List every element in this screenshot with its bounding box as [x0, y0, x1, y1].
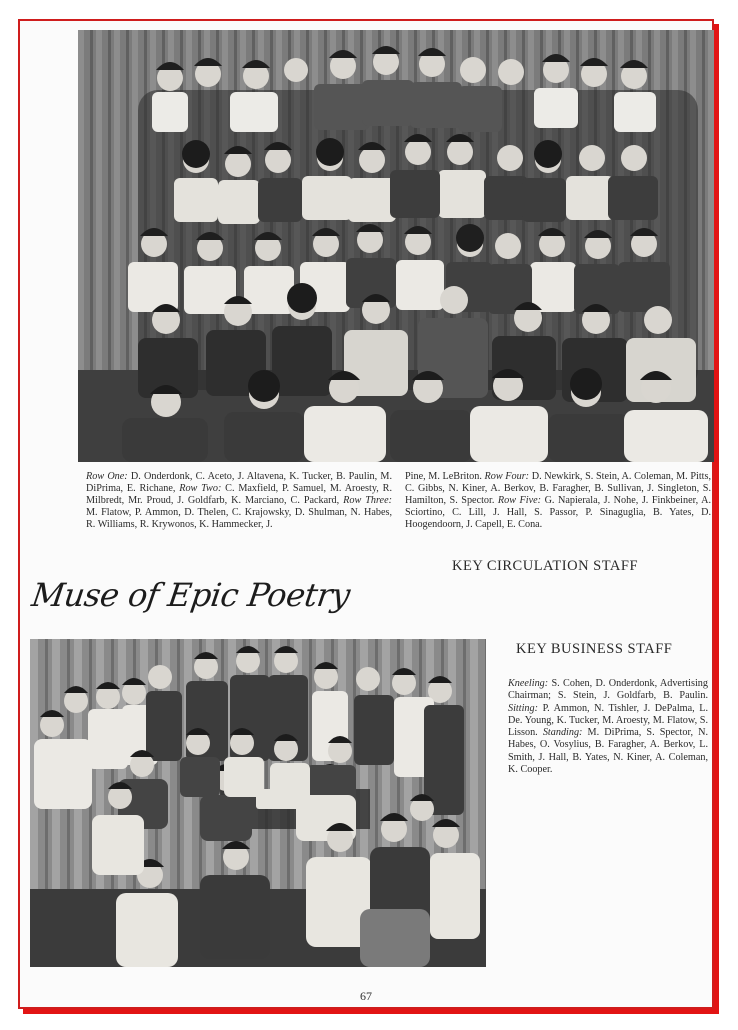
page-number: 67: [360, 989, 372, 1003]
row-two-label: Row Two:: [179, 483, 222, 495]
circulation-heading: KEY CIRCULATION STAFF: [452, 558, 639, 574]
row-one-names: D. Onderdonk, C. Aceto, J. Altavena, K. Tucker, B. Paulin, M. DiPrima, E. Richane,: [86, 471, 392, 495]
business-photo-graphic: [30, 639, 486, 967]
row-one-label: Row One:: [86, 471, 128, 482]
row-five-names: G. Napierala, J. Nohe, J. Finkbeiner, A. Sciortino, C. Lill, J. Hall, S. Passor, P. Sinaguglia, B. Yates, D. Hoogendoorn, J. Capell, E. Cona.: [405, 495, 711, 531]
row-three-names: M. Flatow, P. Ammon, D. Thelen, C. Krajowsky, D. Shulman, N. Habes, R. Williams, R. Krywonos, K. Hammecker, J.: [86, 507, 392, 531]
circulation-photo-graphic: [78, 30, 714, 462]
business-staff-photo: [30, 639, 486, 967]
yearbook-page: [18, 19, 714, 1009]
row-five-label: Row Five:: [497, 495, 542, 507]
business-heading: KEY BUSINESS STAFF: [516, 641, 673, 657]
row-four-names: D. Newkirk, S. Stein, A. Coleman, M. Pitts, C. Gibbs, N. Kiner, A. Berkov, B. Faragher, B. Sullivan, J. Singleton, S. Hamilton, S. Spector.: [405, 471, 711, 507]
sitting-names: P. Ammon, N. Tishler, J. DePalma, L. De. Young, K. Tucker, M. Aroesty, M. Flatow, S. Lisson.: [508, 702, 708, 739]
row-four-label: Row Four:: [484, 471, 530, 482]
business-caption: [508, 678, 708, 776]
row-three-label: Row Three:: [343, 495, 392, 507]
circulation-caption-right: [405, 471, 711, 531]
row-three-names-cont: Pine, M. LeBriton.: [405, 471, 485, 482]
kneeling-names: S. Cohen, D. Onderdonk, Advertising Chairman; S. Stein, J. Goldfarb, B. Paulin.: [508, 678, 708, 702]
row-two-names: C. Maxfield, P. Samuel, M. Aroesty, R. Milbredt, Mr. Proud, J. Goldfarb, K. Marciano, C. Packard,: [86, 483, 392, 507]
standing-label: Standing:: [542, 727, 583, 739]
kneeling-label: Kneeling:: [508, 678, 549, 689]
standing-names: M. DiPrima, S. Spector, N. Habes, O. Vosylius, B. Faragher, A. Berkov, L. Smith, J. Hall, B. Yates, N. Kiner, A. Coleman, K. Cooper.: [508, 727, 708, 776]
circulation-caption-left: [86, 471, 392, 531]
circulation-staff-photo: [78, 30, 714, 462]
sitting-label: Sitting:: [508, 702, 538, 714]
script-title: Muse of Epic Poetry: [29, 576, 353, 614]
